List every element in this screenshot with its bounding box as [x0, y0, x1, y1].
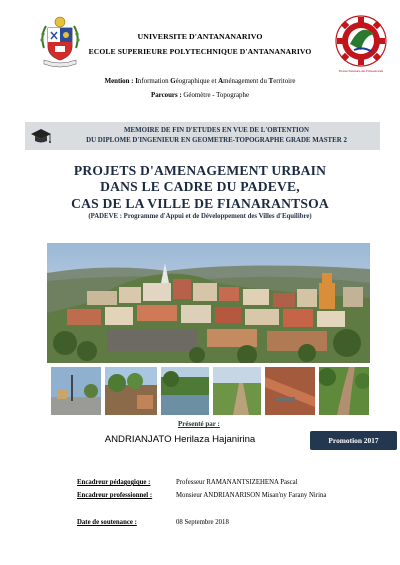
- defense-date-label: Date de soutenance :: [77, 519, 137, 526]
- banner-line-1: MEMOIRE DE FIN D'ETUDES EN VUE DE L'OBTENTION: [124, 127, 309, 134]
- mention-initial-4: T: [268, 78, 274, 85]
- mention-text-2: éographique et: [175, 78, 219, 85]
- thumbnail-photo-field: [213, 367, 261, 415]
- mention-text-3: ménagement du: [223, 78, 269, 85]
- thumbnail-photo-road: [319, 367, 369, 415]
- pedagogical-supervisor-value: Professeur RAMANANTSIZEHENA Pascal: [176, 479, 298, 486]
- banner-line-2: DU DIPLOME D'INGENIEUR EN GEOMETRE-TOPOGRAPHE GRADE MASTER 2: [86, 137, 347, 144]
- title-line-1: PROJETS D'AMENAGEMENT URBAIN: [73, 163, 327, 178]
- parcours-line: [0, 92, 400, 99]
- mention-initial-3: A: [218, 78, 224, 85]
- mention-text-4: erritoire: [273, 78, 296, 85]
- parcours-value: Géomètre - Topographe: [183, 92, 249, 99]
- city-panorama-photo: [47, 243, 370, 363]
- graduation-cap-icon: [29, 125, 53, 147]
- thumbnail-photo-terrain: [105, 367, 157, 415]
- thumbnail-photo-excavation: [265, 367, 315, 415]
- mention-initial-2: G: [170, 78, 176, 85]
- logo-caption: Premier Partenaire des Professionnels: [338, 70, 384, 73]
- professional-supervisor-value: Monsieur ANDRIANARISON Misan'ny Farany Nirina: [176, 492, 327, 499]
- mention-line: [0, 78, 400, 85]
- pedagogical-supervisor-label: Encadreur pédagogique :: [77, 479, 151, 486]
- mention-initial-1: I: [135, 78, 138, 85]
- professional-supervisor-label: Encadreur professionnel :: [77, 492, 153, 499]
- university-crest-logo: [38, 14, 82, 72]
- mention-text-1: nformation: [137, 78, 171, 85]
- promotion-badge: Promotion 2017: [310, 431, 397, 450]
- thumbnail-photo-street: [51, 367, 101, 415]
- university-name: UNIVERSITE D'ANTANANARIVO: [137, 32, 263, 41]
- author-name: ANDRIANJATO Herilaza Hajanirina: [104, 434, 256, 445]
- polytechnic-school-logo: [334, 14, 388, 76]
- school-name: ECOLE SUPERIEURE POLYTECHNIQUE D'ANTANANARIVO: [88, 47, 312, 56]
- mention-label: Mention :: [104, 78, 134, 85]
- defense-date-value: 08 Septembre 2018: [176, 519, 229, 526]
- title-subtitle: (PADEVE : Programme d'Appui et de Développement des Villes d'Equilibre): [88, 213, 312, 220]
- title-line-2: DANS LE CADRE DU PADEVE,: [100, 179, 300, 194]
- memoire-banner: [25, 122, 380, 150]
- presented-by-label: Présenté par :: [178, 420, 220, 428]
- parcours-label: Parcours :: [150, 92, 182, 99]
- thumbnail-photo-lake: [161, 367, 209, 415]
- title-line-3: CAS DE LA VILLE DE FIANARANTSOA: [71, 196, 329, 211]
